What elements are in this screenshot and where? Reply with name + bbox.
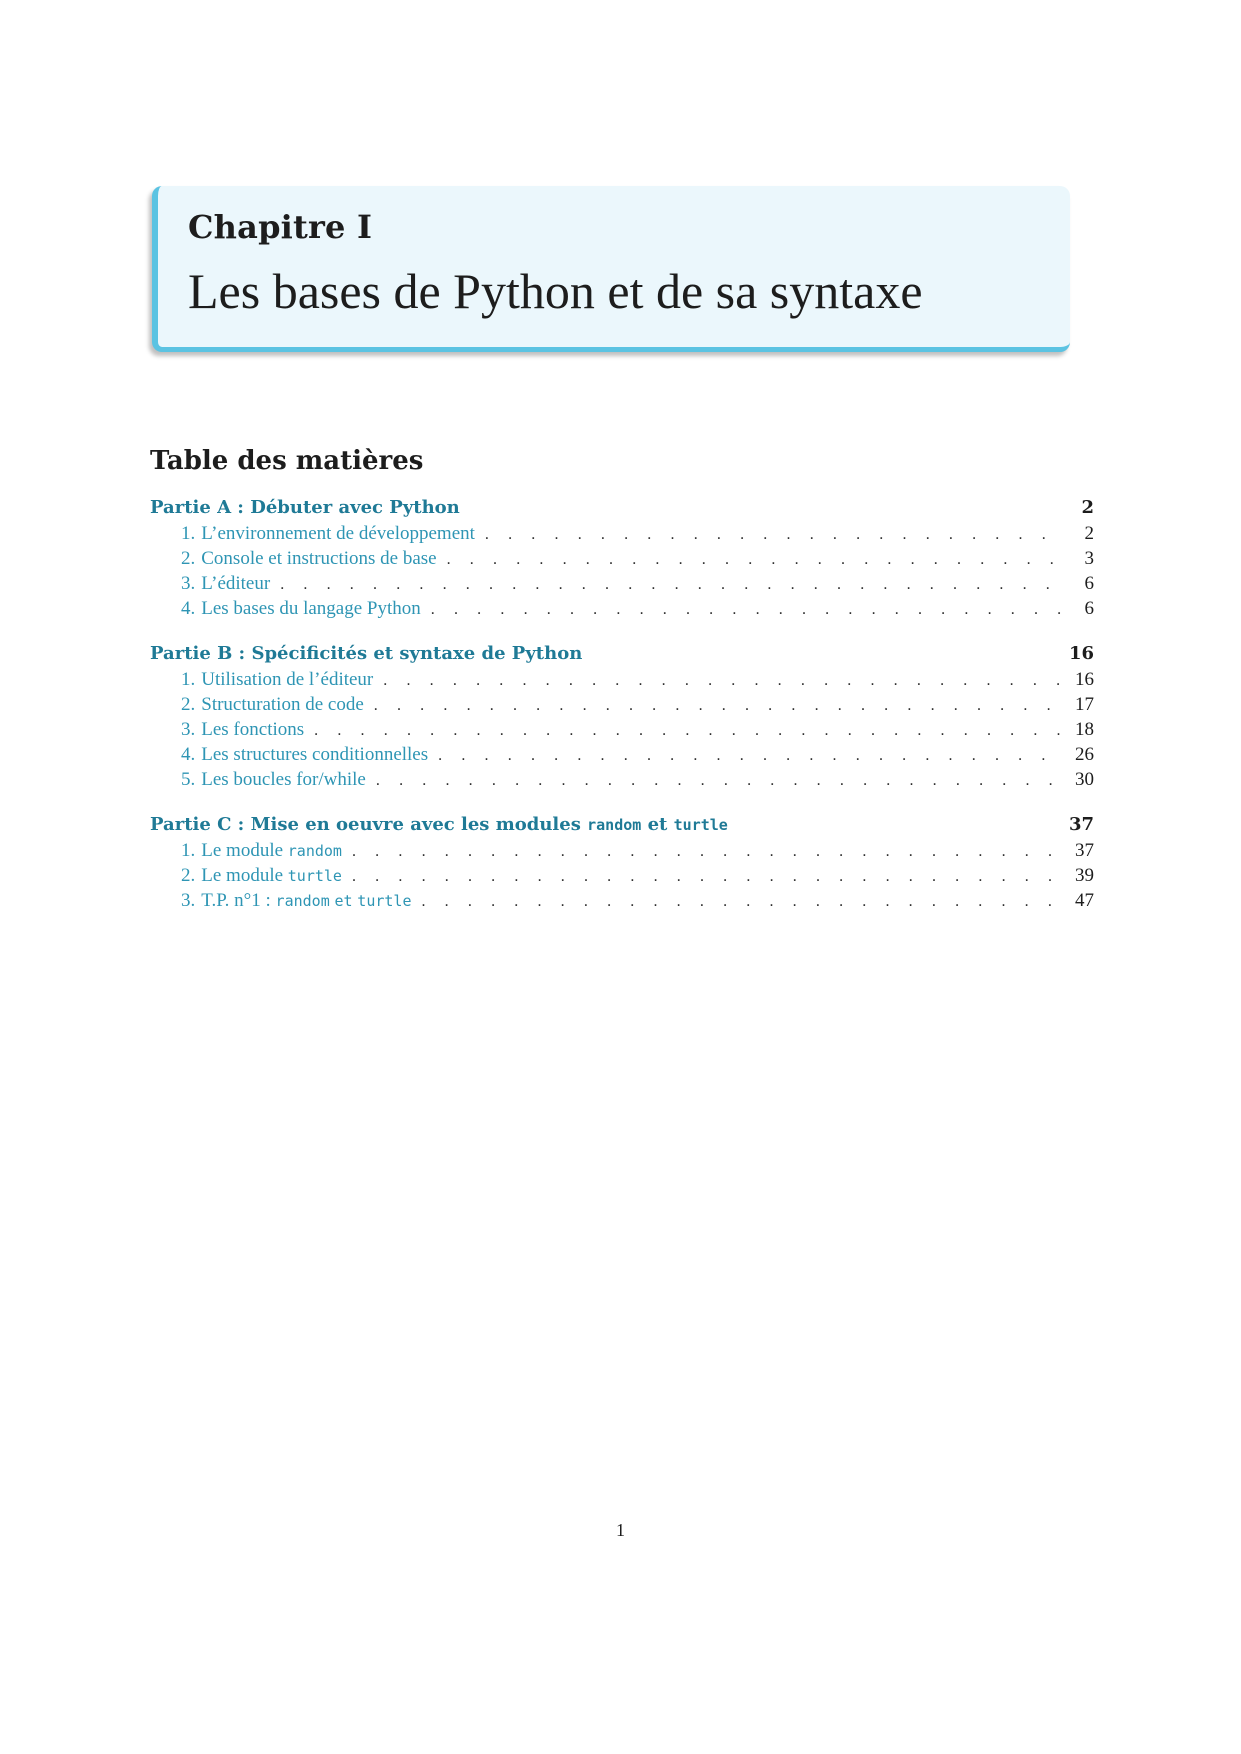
toc-entry[interactable] [150,523,1094,548]
chapter-label: Chapitre I [188,208,373,246]
chapter-header-box [152,186,1070,352]
entry-number: 3. [181,719,196,740]
entry-number: 3. [181,890,196,911]
dot-leader [383,672,1062,690]
toc-entry[interactable] [150,548,1094,573]
part-title: Partie A : Débuter avec Python [150,497,460,518]
code-random: random [275,892,330,910]
code-turtle: turtle [287,867,342,885]
dot-leader [280,576,1062,594]
dot-leader [421,893,1062,911]
toc-part-c-link[interactable] [150,814,1094,840]
entry-title: Les boucles for/while [201,769,366,790]
entry-title: Les structures conditionnelles [201,744,429,765]
entry-number: 1. [181,669,196,690]
toc-entry[interactable] [150,865,1094,890]
part-page: 2 [1081,497,1094,518]
entry-title-text: Le module [201,865,284,886]
dot-leader [376,772,1062,790]
entry-page: 2 [1084,523,1094,544]
entry-number: 1. [181,523,196,544]
entry-number: 4. [181,744,196,765]
entry-title: L’environnement de développement [201,523,475,544]
entry-title-text: T.P. n°1 : [201,890,271,911]
dot-leader [352,868,1062,886]
toc-part-a-link[interactable] [150,497,1094,523]
code-random: random [287,842,342,860]
entry-page: 16 [1075,669,1094,690]
dot-leader [485,526,1062,544]
entry-title: Console et instructions de base [201,548,437,569]
part-title-text: Partie C : Mise en oeuvre avec les modules [150,814,581,835]
toc-part-c [150,814,1094,915]
entry-title: Les bases du langage Python [201,598,421,619]
toc-entry[interactable] [150,744,1094,769]
toc-entry[interactable] [150,890,1094,915]
entry-page: 26 [1075,744,1094,765]
entry-number: 2. [181,548,196,569]
entry-page: 18 [1075,719,1094,740]
entry-number: 3. [181,573,196,594]
toc-entry[interactable] [150,694,1094,719]
entry-title-text: Le module [201,840,284,861]
part-title [150,814,728,835]
entry-number: 2. [181,694,196,715]
toc-heading: Table des matières [150,446,424,476]
part-title-and: et [647,814,668,835]
entry-title [201,865,342,887]
table-of-contents [150,497,1094,935]
page-number: 1 [616,1520,625,1540]
entry-number: 5. [181,769,196,790]
toc-entry[interactable] [150,573,1094,598]
entry-page: 3 [1084,548,1094,569]
code-turtle: turtle [357,892,412,910]
entry-number: 2. [181,865,196,886]
dot-leader [431,601,1062,619]
part-page: 37 [1068,814,1094,835]
entry-page: 17 [1075,694,1094,715]
entry-page: 47 [1075,890,1094,911]
entry-title: Les fonctions [201,719,305,740]
toc-entry[interactable] [150,769,1094,794]
entry-page: 30 [1075,769,1094,790]
toc-entry[interactable] [150,840,1094,865]
dot-leader [314,722,1062,740]
dot-leader [352,843,1062,861]
entry-title [201,890,411,912]
dot-leader [447,551,1062,569]
entry-page: 39 [1075,865,1094,886]
dot-leader [374,697,1062,715]
chapter-title: Les bases de Python et de sa syntaxe [188,263,923,319]
code-random: random [587,816,642,834]
entry-title: L’éditeur [201,573,271,594]
code-and: et [334,892,353,910]
part-page: 16 [1068,643,1094,664]
entry-title: Utilisation de l’éditeur [201,669,374,690]
entry-page: 6 [1084,573,1094,594]
code-turtle: turtle [673,816,728,834]
toc-part-b [150,643,1094,794]
toc-entry[interactable] [150,598,1094,623]
entry-page: 6 [1084,598,1094,619]
entry-title [201,840,342,862]
toc-part-b-link[interactable] [150,643,1094,669]
toc-part-a [150,497,1094,623]
entry-page: 37 [1075,840,1094,861]
entry-title: Structuration de code [201,694,364,715]
dot-leader [438,747,1062,765]
toc-entry[interactable] [150,669,1094,694]
toc-entry[interactable] [150,719,1094,744]
entry-number: 4. [181,598,196,619]
entry-number: 1. [181,840,196,861]
part-title: Partie B : Spécificités et syntaxe de Python [150,643,583,664]
